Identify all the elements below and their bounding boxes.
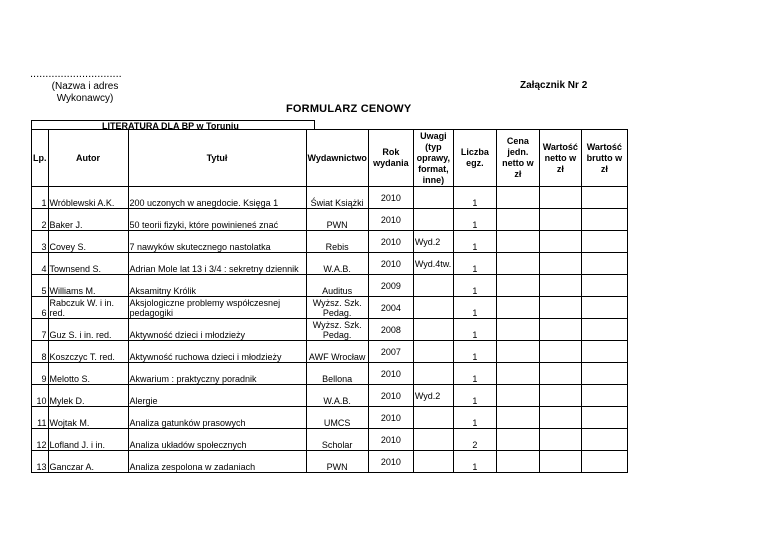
- cell-cena[interactable]: [496, 429, 539, 451]
- cell-tytul: 50 teorii fizyki, które powinieneś znać: [128, 209, 306, 231]
- cell-liczba: 1: [453, 187, 496, 209]
- cell-tytul: Analiza gatunków prasowych: [128, 407, 306, 429]
- cell-lp: 4: [32, 253, 49, 275]
- cell-wydawnictwo: PWN: [306, 209, 368, 231]
- table-header-row: [32, 130, 628, 187]
- form-title: FORMULARZ CENOWY: [286, 103, 412, 115]
- table-row: [32, 297, 628, 319]
- cell-wartosc-brutto[interactable]: [581, 253, 627, 275]
- cell-wydawnictwo: Bellona: [306, 363, 368, 385]
- cell-tytul: Aktywność dzieci i młodzieży: [128, 319, 306, 341]
- table-row: [32, 341, 628, 363]
- cell-wartosc-brutto[interactable]: [581, 209, 627, 231]
- cell-rok: 2010: [368, 253, 413, 275]
- table-row: [32, 187, 628, 209]
- cell-autor: Wróblewski A.K.: [48, 187, 128, 209]
- table-row: [32, 385, 628, 407]
- cell-tytul: Analiza układów społecznych: [128, 429, 306, 451]
- cell-wartosc-brutto[interactable]: [581, 341, 627, 363]
- cell-rok: 2010: [368, 209, 413, 231]
- cell-liczba: 1: [453, 319, 496, 341]
- cell-liczba: 1: [453, 275, 496, 297]
- cell-rok: 2010: [368, 385, 413, 407]
- cell-wartosc-brutto[interactable]: [581, 297, 627, 319]
- cell-autor: Guz S. i in. red.: [48, 319, 128, 341]
- column-header-wydawnictwo: Wydawnictwo: [306, 130, 368, 187]
- column-header-wartosc-netto: Wartość netto w zł: [539, 130, 581, 187]
- cell-wydawnictwo: W.A.B.: [306, 253, 368, 275]
- cell-rok: 2010: [368, 451, 413, 473]
- table-row: [32, 429, 628, 451]
- cell-autor: Wojtak M.: [48, 407, 128, 429]
- cell-autor: Koszczyc T. red.: [48, 341, 128, 363]
- cell-cena[interactable]: [496, 297, 539, 319]
- cell-cena[interactable]: [496, 385, 539, 407]
- cell-autor: Townsend S.: [48, 253, 128, 275]
- table-row: [32, 363, 628, 385]
- cell-cena[interactable]: [496, 341, 539, 363]
- cell-wydawnictwo: Auditus: [306, 275, 368, 297]
- cell-tytul: Alergie: [128, 385, 306, 407]
- table-row: [32, 407, 628, 429]
- cell-lp: 2: [32, 209, 49, 231]
- cell-liczba: 1: [453, 385, 496, 407]
- table-row: [32, 319, 628, 341]
- cell-liczba: 1: [453, 341, 496, 363]
- cell-tytul: Analiza zespolona w zadaniach: [128, 451, 306, 473]
- cell-uwagi: [413, 187, 453, 209]
- cell-wartosc-netto[interactable]: [539, 231, 581, 253]
- cell-lp: 11: [32, 407, 49, 429]
- cell-rok: 2010: [368, 429, 413, 451]
- cell-uwagi: [413, 429, 453, 451]
- cell-cena[interactable]: [496, 253, 539, 275]
- cell-uwagi: [413, 407, 453, 429]
- cell-tytul: Adrian Mole lat 13 i 3/4 : sekretny dziennik: [128, 253, 306, 275]
- contractor-label: (Nazwa i adres Wykonawcy): [51, 81, 119, 104]
- cell-rok: 2010: [368, 363, 413, 385]
- cell-wartosc-netto[interactable]: [539, 253, 581, 275]
- cell-wartosc-netto[interactable]: [539, 209, 581, 231]
- table-row: [32, 209, 628, 231]
- cell-wartosc-netto[interactable]: [539, 363, 581, 385]
- cell-autor: Mylek D.: [48, 385, 128, 407]
- cell-cena[interactable]: [496, 231, 539, 253]
- cell-lp: 8: [32, 341, 49, 363]
- cell-lp: 9: [32, 363, 49, 385]
- cell-autor: Melotto S.: [48, 363, 128, 385]
- cell-wartosc-brutto[interactable]: [581, 385, 627, 407]
- cell-wydawnictwo: Wyższ. Szk. Pedag.: [306, 297, 368, 319]
- cell-tytul: Aktywność ruchowa dzieci i młodzieży: [128, 341, 306, 363]
- cell-rok: 2010: [368, 231, 413, 253]
- column-header-tytul: Tytuł: [128, 130, 306, 187]
- cell-wydawnictwo: Scholar: [306, 429, 368, 451]
- cell-wartosc-brutto[interactable]: [581, 275, 627, 297]
- cell-rok: 2008: [368, 319, 413, 341]
- cell-liczba: 1: [453, 451, 496, 473]
- cell-lp: 7: [32, 319, 49, 341]
- cell-wartosc-brutto[interactable]: [581, 363, 627, 385]
- cell-rok: 2004: [368, 297, 413, 319]
- column-header-uwagi: Uwagi (typ oprawy, format, inne): [413, 130, 453, 187]
- cell-uwagi: [413, 319, 453, 341]
- table-row: [32, 275, 628, 297]
- cell-lp: 6: [32, 297, 49, 319]
- cell-wartosc-brutto[interactable]: [581, 407, 627, 429]
- cell-uwagi: [413, 209, 453, 231]
- cell-wartosc-netto[interactable]: [539, 407, 581, 429]
- cell-wydawnictwo: UMCS: [306, 407, 368, 429]
- cell-autor: Williams M.: [48, 275, 128, 297]
- cell-rok: 2010: [368, 407, 413, 429]
- cell-uwagi: [413, 451, 453, 473]
- cell-lp: 13: [32, 451, 49, 473]
- cell-liczba: 1: [453, 363, 496, 385]
- column-header-autor: Autor: [48, 130, 128, 187]
- cell-wydawnictwo: PWN: [306, 451, 368, 473]
- cell-uwagi: [413, 341, 453, 363]
- cell-lp: 12: [32, 429, 49, 451]
- cell-liczba: 1: [453, 407, 496, 429]
- cell-uwagi: Wyd.4tw.: [413, 253, 453, 275]
- cell-autor: Lofland J. i in.: [48, 429, 128, 451]
- cell-uwagi: Wyd.2: [413, 231, 453, 253]
- cell-tytul: Aksjologiczne problemy współczesnej pedagogiki: [128, 297, 306, 319]
- cell-cena[interactable]: [496, 363, 539, 385]
- cell-tytul: 7 nawyków skutecznego nastolatka: [128, 231, 306, 253]
- cell-wartosc-netto[interactable]: [539, 429, 581, 451]
- list-title: LITERATURA DLA BP w Toruniu: [31, 120, 315, 130]
- cell-lp: 1: [32, 187, 49, 209]
- cell-cena[interactable]: [496, 451, 539, 473]
- cell-wydawnictwo: Rebis: [306, 231, 368, 253]
- cell-wartosc-netto[interactable]: [539, 319, 581, 341]
- column-header-liczba: Liczba egz.: [453, 130, 496, 187]
- cell-wydawnictwo: Wyższ. Szk. Pedag.: [306, 319, 368, 341]
- cell-wartosc-netto[interactable]: [539, 385, 581, 407]
- cell-uwagi: [413, 363, 453, 385]
- cell-autor: Baker J.: [48, 209, 128, 231]
- table-row: [32, 253, 628, 275]
- cell-wartosc-netto[interactable]: [539, 341, 581, 363]
- cell-tytul: 200 uczonych w anegdocie. Księga 1: [128, 187, 306, 209]
- column-header-wartosc-brutto: Wartość brutto w zł: [581, 130, 627, 187]
- cell-rok: 2007: [368, 341, 413, 363]
- cell-wartosc-netto[interactable]: [539, 275, 581, 297]
- cell-wartosc-netto[interactable]: [539, 187, 581, 209]
- cell-cena[interactable]: [496, 319, 539, 341]
- cell-liczba: 1: [453, 253, 496, 275]
- table-row: [32, 231, 628, 253]
- cell-wydawnictwo: Świat Książki: [306, 187, 368, 209]
- cell-lp: 5: [32, 275, 49, 297]
- column-header-cena: Cena jedn. netto w zł: [496, 130, 539, 187]
- cell-tytul: Aksamitny Królik: [128, 275, 306, 297]
- cell-autor: Covey S.: [48, 231, 128, 253]
- cell-wartosc-brutto[interactable]: [581, 451, 627, 473]
- cell-lp: 3: [32, 231, 49, 253]
- cell-tytul: Akwarium : praktyczny poradnik: [128, 363, 306, 385]
- price-table: [31, 129, 628, 473]
- cell-wydawnictwo: AWF Wrocław: [306, 341, 368, 363]
- cell-uwagi: [413, 275, 453, 297]
- cell-wartosc-netto[interactable]: [539, 297, 581, 319]
- cell-wartosc-brutto[interactable]: [581, 187, 627, 209]
- cell-uwagi: [413, 297, 453, 319]
- cell-wartosc-brutto[interactable]: [581, 319, 627, 341]
- cell-cena[interactable]: [496, 275, 539, 297]
- column-header-lp: Lp.: [32, 130, 49, 187]
- cell-cena[interactable]: [496, 407, 539, 429]
- cell-autor: Rabczuk W. i in. red.: [48, 297, 128, 319]
- cell-wartosc-brutto[interactable]: [581, 429, 627, 451]
- cell-rok: 2009: [368, 275, 413, 297]
- cell-wydawnictwo: W.A.B.: [306, 385, 368, 407]
- cell-rok: 2010: [368, 187, 413, 209]
- cell-lp: 10: [32, 385, 49, 407]
- table-row: [32, 451, 628, 473]
- cell-liczba: 1: [453, 297, 496, 319]
- cell-cena[interactable]: [496, 209, 539, 231]
- cell-liczba: 1: [453, 209, 496, 231]
- cell-autor: Ganczar A.: [48, 451, 128, 473]
- cell-cena[interactable]: [496, 187, 539, 209]
- attachment-number: Załącznik Nr 2: [520, 80, 588, 91]
- column-header-rok: Rok wydania: [368, 130, 413, 187]
- cell-uwagi: Wyd.2: [413, 385, 453, 407]
- contractor-signature-line: ..............................: [30, 68, 122, 80]
- cell-liczba: 1: [453, 231, 496, 253]
- cell-wartosc-brutto[interactable]: [581, 231, 627, 253]
- cell-liczba: 2: [453, 429, 496, 451]
- cell-wartosc-netto[interactable]: [539, 451, 581, 473]
